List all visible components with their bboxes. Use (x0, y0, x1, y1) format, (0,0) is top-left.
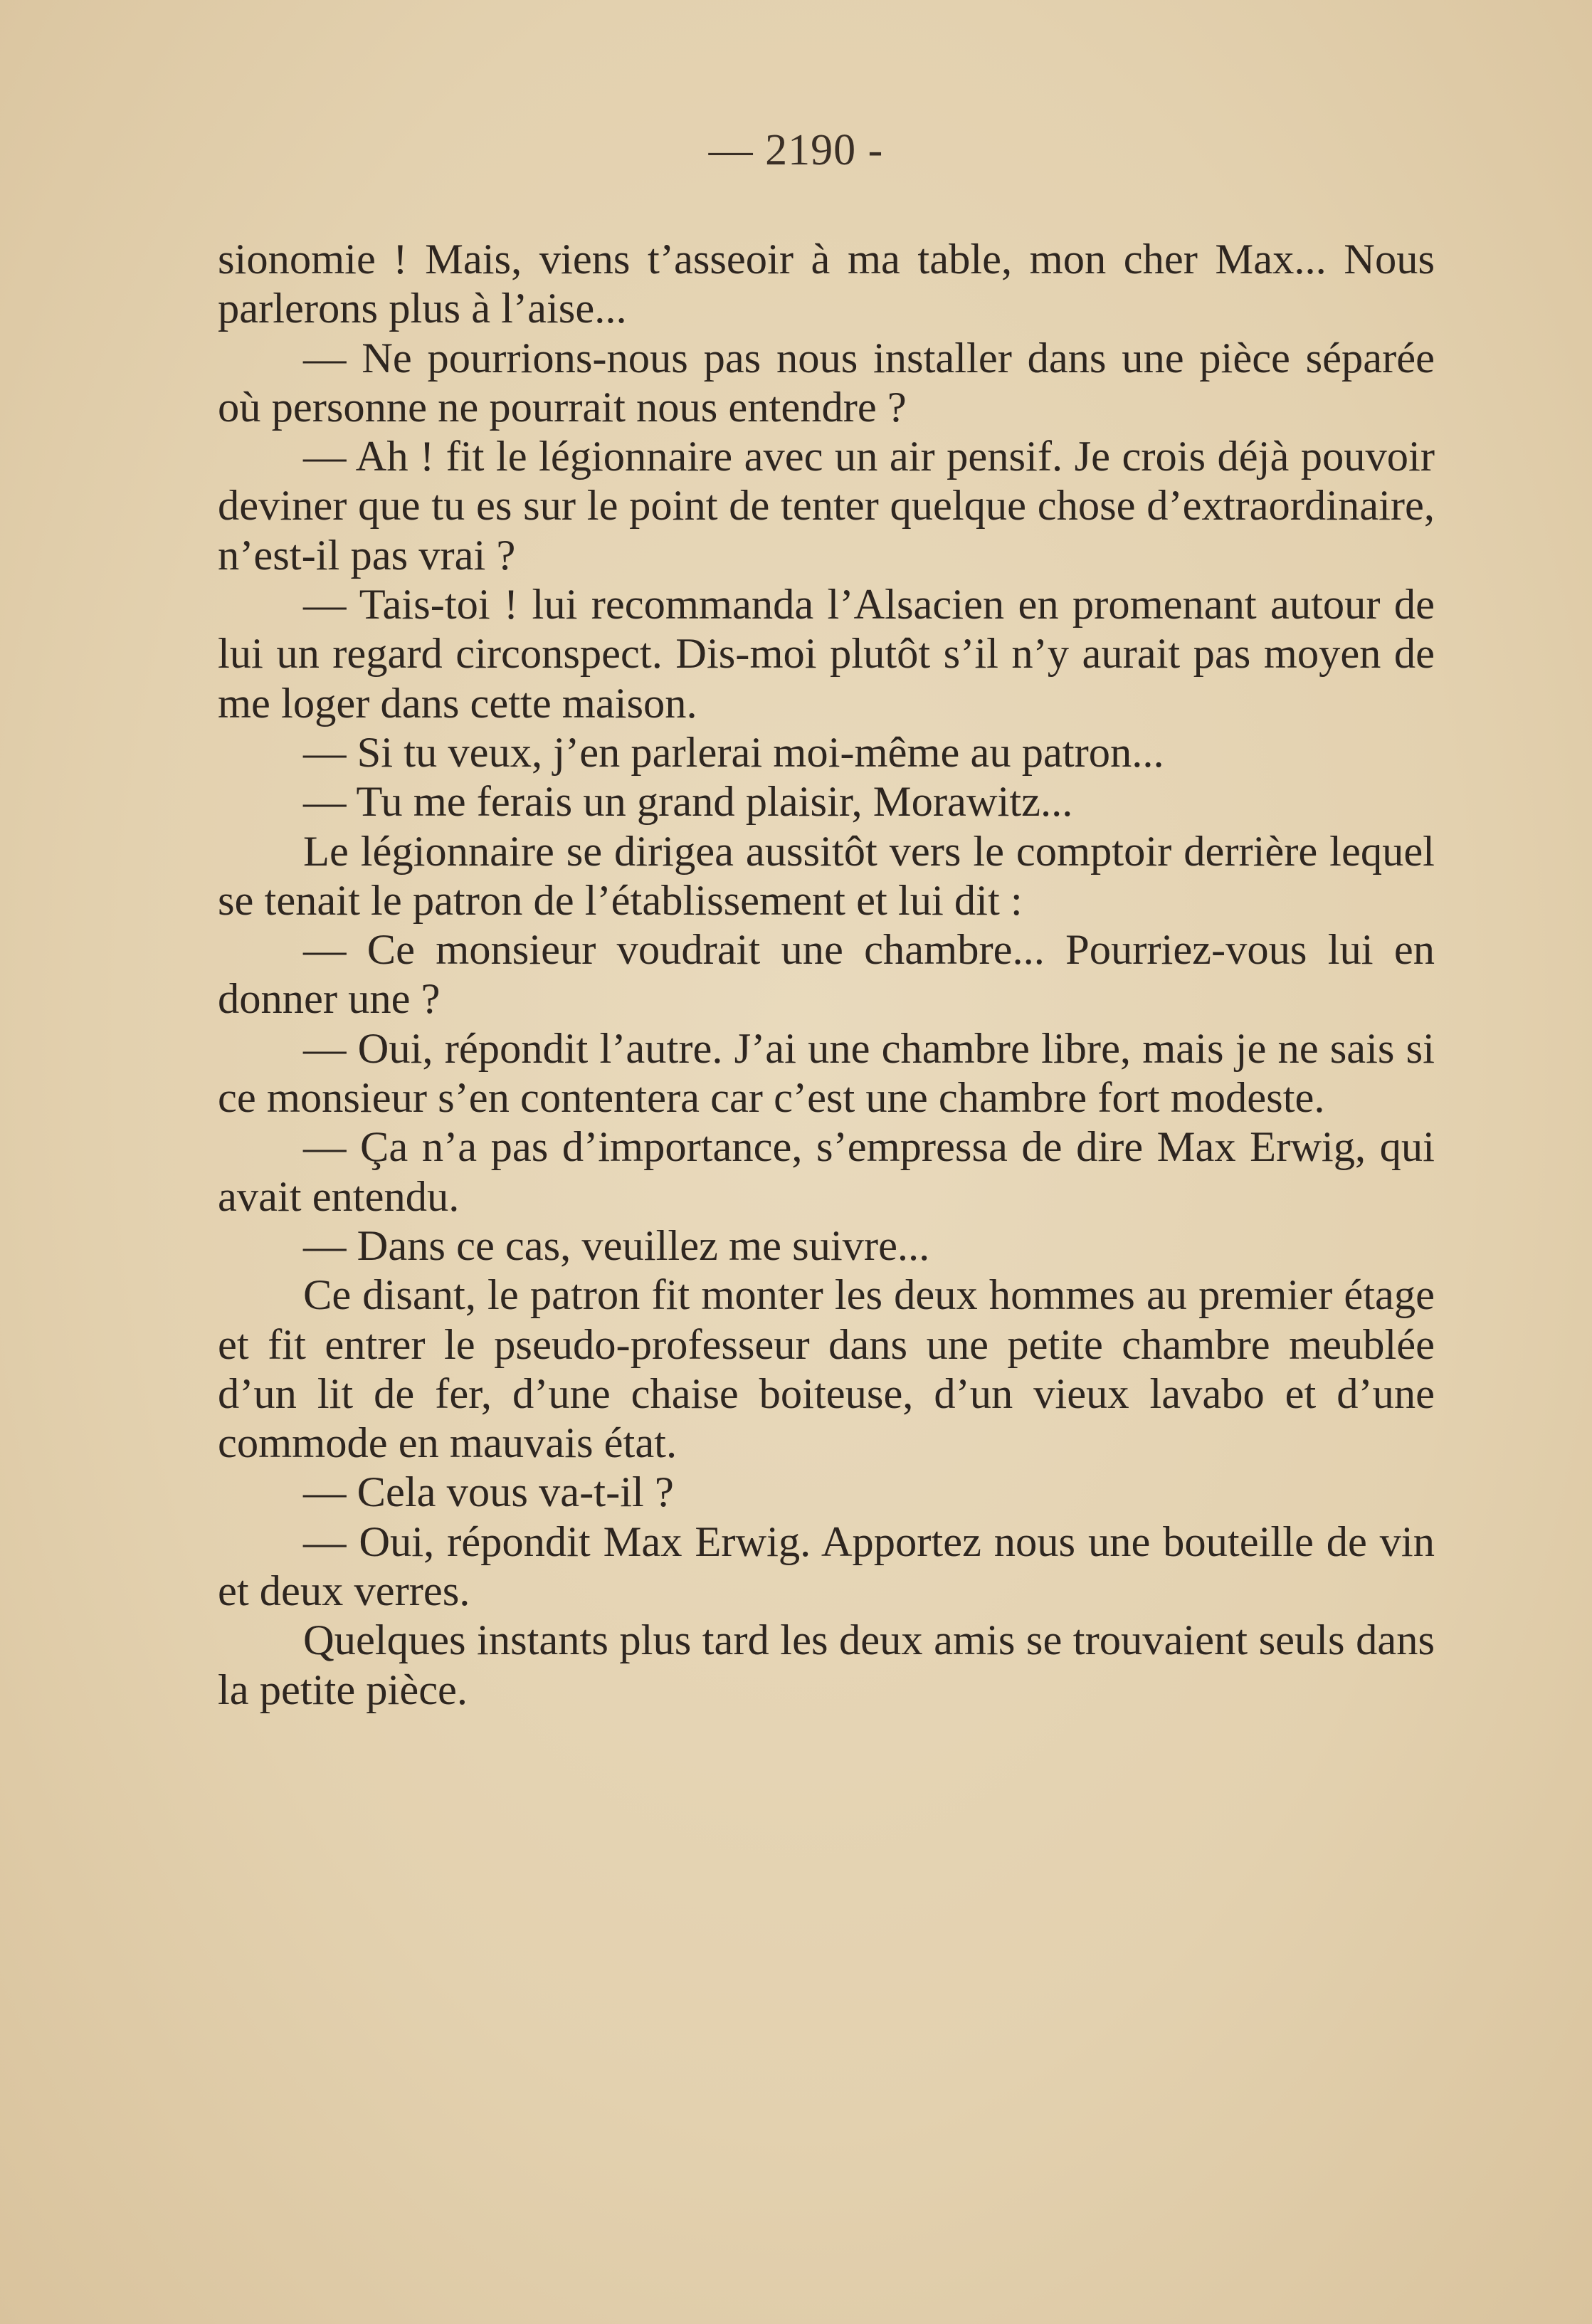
paragraph: sionomie ! Mais, viens t’asseoir à ma table, mon cher Max... Nous parlerons plus à l’aise... (218, 236, 1435, 333)
paragraph: Quelques instants plus tard les deux amis se trouvaient seuls dans la petite pièce. (218, 1616, 1435, 1714)
paragraph: Ce disant, le patron fit monter les deux hommes au premier étage et fit entrer le pseudo-professeur dans une petite chambre meublée d’un lit de fer, d’une chaise boiteuse, d’un vieux lavabo et d’une commode en mauvais état. (218, 1271, 1435, 1468)
page-number: — 2190 - (708, 126, 884, 174)
paragraph: — Oui, répondit l’autre. J’ai une chambre libre, mais je ne sais si ce monsieur s’en contentera car c’est une chambre fort modeste. (218, 1024, 1435, 1122)
body-text (218, 235, 1435, 1715)
paragraph: — Ne pourrions-nous pas nous installer dans une pièce séparée où personne ne pourrait nous entendre ? (218, 334, 1435, 431)
paragraph: — Tais-toi ! lui recommanda l’Alsacien en promenant autour de lui un regard circonspect. Dis-moi plutôt s’il n’y aurait pas moyen de me loger dans cette maison. (218, 581, 1435, 727)
paragraph: — Ça n’a pas d’importance, s’empressa de dire Max Erwig, qui avait entendu. (218, 1123, 1435, 1221)
paragraph: — Oui, répondit Max Erwig. Apportez nous une bouteille de vin et deux verres. (218, 1518, 1435, 1616)
paragraph: — Dans ce cas, veuillez me suivre... (303, 1221, 930, 1270)
paragraph: — Cela vous va-t-il ? (303, 1468, 674, 1517)
paragraph: — Ah ! fit le légionnaire avec un air pensif. Je crois déjà pouvoir deviner que tu es sur le point de tenter quelque chose d’extraordinaire, n’est-il pas vrai ? (218, 433, 1435, 579)
paragraph: — Ce monsieur voudrait une chambre... Pourriez-vous lui en donner une ? (218, 926, 1435, 1024)
paragraph: — Si tu veux, j’en parlerai moi-même au patron... (303, 728, 1164, 777)
paragraph: — Tu me ferais un grand plaisir, Morawitz... (303, 778, 1073, 826)
paragraph: Le légionnaire se dirigea aussitôt vers le comptoir derrière lequel se tenait le patron de l’établissement et lui dit : (218, 827, 1435, 925)
